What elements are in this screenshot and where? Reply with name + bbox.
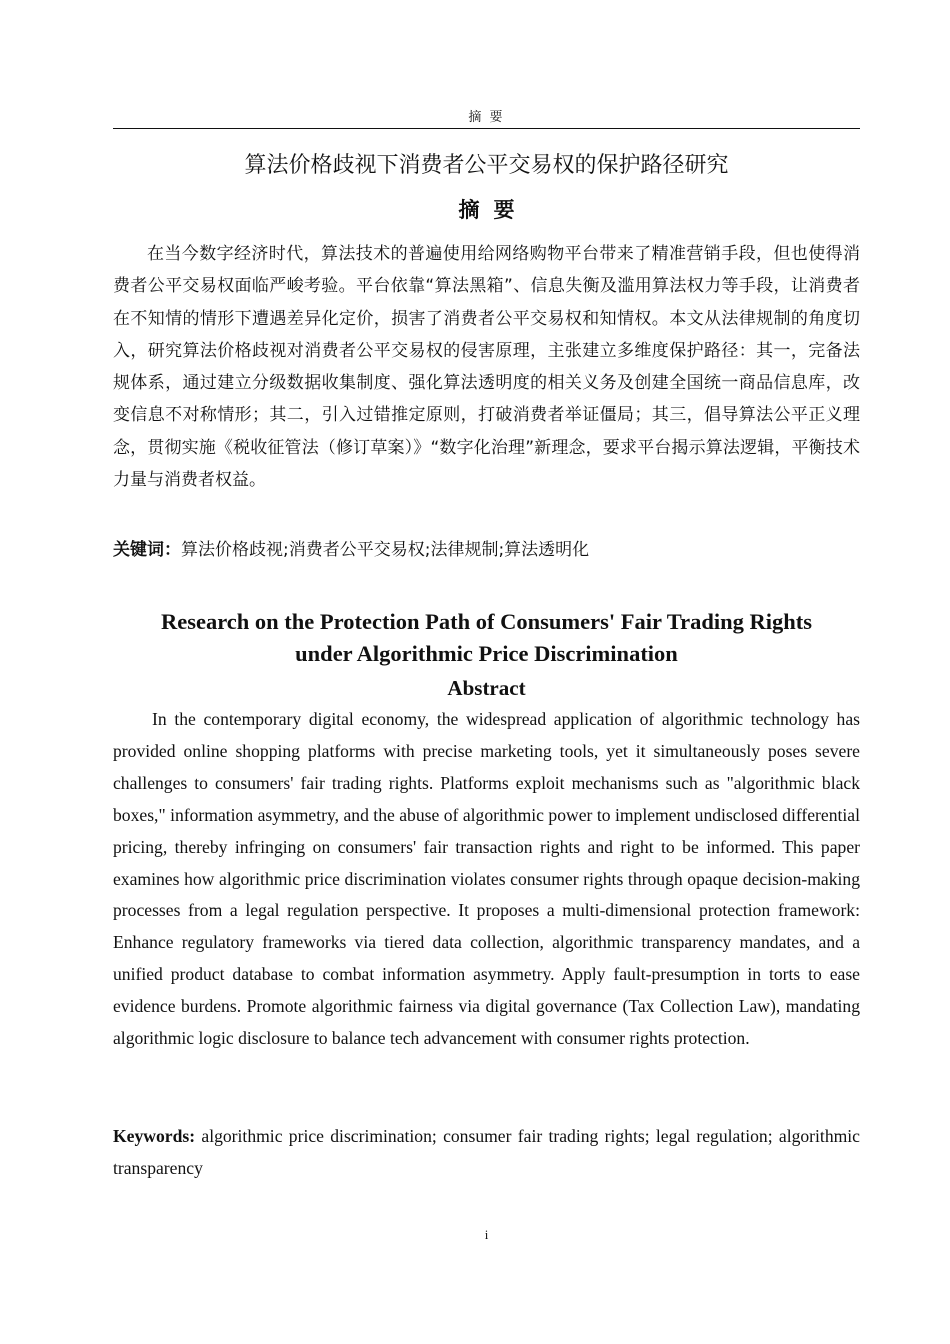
english-abstract-body: In the contemporary digital economy, the widespread application of algorithmic technology has provided online shopping platforms with precise marketing tools, yet it simultaneously poses severe challenges to consumers' fair trading rights. Platforms exploit mechanisms such as "algorithmic black boxes," information asymmetry, and the abuse of algorithmic power to implement undisclosed differential pricing, thereby infringing on consumers' fair transaction rights and right to be informed. This paper examines how algorithmic price discrimination violates consumer rights through opaque decision-making processes from a legal regulation perspective. It proposes a multi-dimensional protection framework: Enhance regulatory frameworks via tiered data collection, algorithmic transparency mandates, and a unified product database to combat information asymmetry. Apply fault-presumption in torts to ease evidence burdens. Promote algorithmic fairness via digital governance (Tax Collection Law), mandating algorithmic logic disclosure to balance tech advancement with consumer rights protection.	[113, 709, 860, 1049]
chinese-keywords	[113, 534, 860, 566]
chinese-keywords-label: 关键词：	[113, 540, 181, 560]
english-abstract-heading: Abstract	[447, 676, 526, 700]
page-number: i	[484, 1227, 489, 1242]
chinese-title: 算法价格歧视下消费者公平交易权的保护路径研究	[244, 153, 729, 178]
english-keywords-label: Keywords:	[113, 1126, 196, 1146]
english-keywords-text: algorithmic price discrimination; consumer fair trading rights; legal regulation; algorithmic transparency	[113, 1126, 860, 1178]
chinese-abstract-heading: 摘要	[458, 198, 529, 222]
english-title-line-1: Research on the Protection Path of Consumers' Fair Trading Rights	[160, 609, 813, 634]
header-rule	[113, 128, 860, 129]
running-header: 摘 要	[468, 110, 505, 125]
english-title	[113, 606, 860, 670]
english-title-line-2: under Algorithmic Price Discrimination	[295, 641, 678, 666]
chinese-abstract-body: 在当今数字经济时代，算法技术的普遍使用给网络购物平台带来了精准营销手段，但也使得消费者公平交易权面临严峻考验。平台依靠“算法黑箱”、信息失衡及滥用算法权力等手段，让消费者在不知情的情形下遭遇差异化定价，损害了消费者公平交易权和知情权。本文从法律规制的角度切入，研究算法价格歧视对消费者公平交易权的侵害原理，主张建立多维度保护路径：其一，完备法规体系，通过建立分级数据收集制度、强化算法透明度的相关义务及创建全国统一商品信息库，改变信息不对称情形；其二，引入过错推定原则，打破消费者举证僵局；其三，倡导算法公平正义理念，贯彻实施《税收征管法（修订草案）》“数字化治理”新理念，要求平台揭示算法逻辑，平衡技术力量与消费者权益。	[113, 244, 860, 491]
chinese-keywords-text: 算法价格歧视;消费者公平交易权;法律规制;算法透明化	[181, 540, 590, 560]
english-keywords	[113, 1120, 860, 1184]
